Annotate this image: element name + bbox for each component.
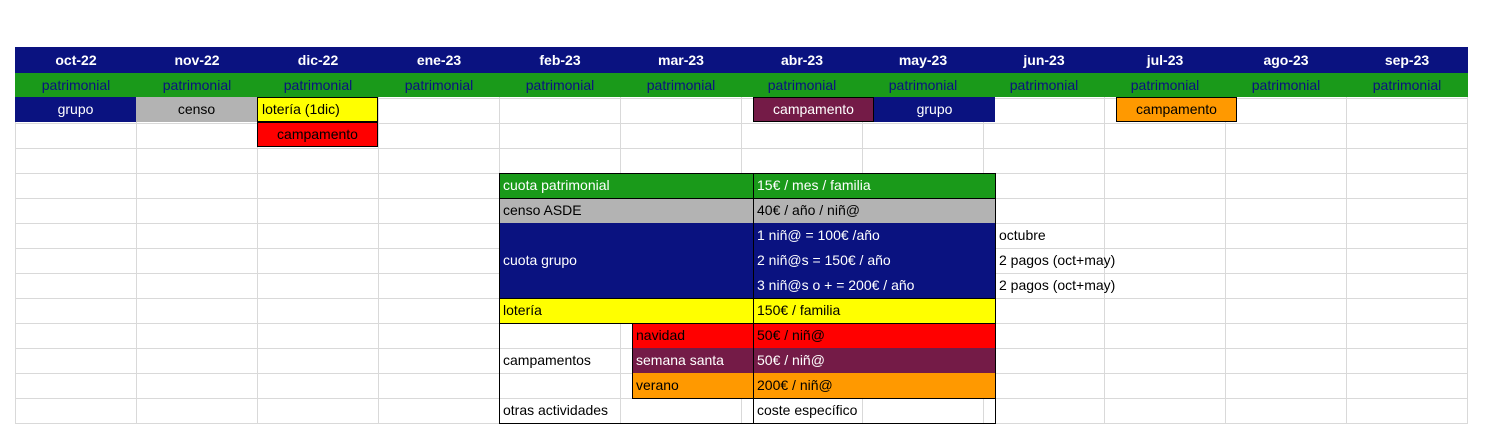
gridline-horizontal: [15, 423, 1467, 424]
month-header-cell[interactable]: nov-22: [136, 47, 258, 73]
gridline-horizontal: [15, 123, 1467, 124]
month-header-cell[interactable]: dic-22: [257, 47, 379, 73]
price-loteria[interactable]: 150€ / familia: [757, 302, 841, 318]
month-header-cell[interactable]: abr-23: [741, 47, 863, 73]
label-loteria[interactable]: lotería: [503, 302, 542, 318]
month-header-cell[interactable]: feb-23: [499, 47, 621, 73]
patrimonial-cell[interactable]: patrimonial: [983, 73, 1105, 97]
patrimonial-cell[interactable]: patrimonial: [741, 73, 863, 97]
cell-loteria-dic[interactable]: lotería (1dic): [257, 97, 378, 122]
price-navidad[interactable]: 50€ / niñ@: [757, 327, 825, 343]
patrimonial-cell[interactable]: patrimonial: [862, 73, 984, 97]
price-grupo-3[interactable]: 3 niñ@s o + = 200€ / año: [757, 277, 915, 293]
patrimonial-cell[interactable]: patrimonial: [1225, 73, 1347, 97]
price-cuota-patrimonial[interactable]: 15€ / mes / familia: [757, 177, 871, 193]
note-grupo-1[interactable]: octubre: [999, 227, 1046, 243]
month-header-cell[interactable]: ago-23: [1225, 47, 1347, 73]
label-semana-santa[interactable]: semana santa: [636, 352, 724, 368]
patrimonial-cell[interactable]: patrimonial: [257, 73, 379, 97]
price-otras-actividades[interactable]: coste específico: [757, 402, 858, 418]
label-campamentos[interactable]: campamentos: [503, 352, 591, 368]
patrimonial-cell[interactable]: patrimonial: [378, 73, 500, 97]
gridline-vertical: [1467, 47, 1468, 424]
patrimonial-cell[interactable]: patrimonial: [1104, 73, 1226, 97]
gridline-vertical: [1346, 47, 1347, 424]
gridline-vertical: [378, 47, 379, 424]
month-header-cell[interactable]: may-23: [862, 47, 984, 73]
cell-grupo-oct[interactable]: grupo: [15, 97, 136, 122]
label-navidad[interactable]: navidad: [636, 327, 686, 343]
price-semana-santa[interactable]: 50€ / niñ@: [757, 352, 825, 368]
patrimonial-cell[interactable]: patrimonial: [136, 73, 258, 97]
patrimonial-cell[interactable]: patrimonial: [15, 73, 137, 97]
month-header-cell[interactable]: jul-23: [1104, 47, 1226, 73]
month-header-cell[interactable]: jun-23: [983, 47, 1105, 73]
label-otras-actividades[interactable]: otras actividades: [503, 402, 609, 418]
price-grupo-1[interactable]: 1 niñ@ = 100€ /año: [757, 227, 880, 243]
cell-campamento-jul[interactable]: campamento: [1116, 97, 1237, 122]
patrimonial-cell[interactable]: patrimonial: [620, 73, 742, 97]
gridline-horizontal: [15, 148, 1467, 149]
cell-campamento-abr[interactable]: campamento: [753, 97, 874, 122]
cell-censo-nov[interactable]: censo: [136, 97, 257, 122]
spreadsheet: [15, 47, 1479, 427]
gridline-horizontal: [15, 398, 1467, 399]
label-verano[interactable]: verano: [636, 377, 679, 393]
note-grupo-2[interactable]: 2 pagos (oct+may): [999, 252, 1116, 268]
cell-campamento-dic[interactable]: campamento: [257, 122, 378, 147]
price-censo[interactable]: 40€ / año / niñ@: [757, 202, 860, 218]
cell-grupo-may[interactable]: grupo: [874, 97, 995, 122]
price-verano[interactable]: 200€ / niñ@: [757, 377, 833, 393]
label-cuota-patrimonial[interactable]: cuota patrimonial: [503, 177, 610, 193]
patrimonial-cell[interactable]: patrimonial: [499, 73, 621, 97]
patrimonial-cell[interactable]: patrimonial: [1346, 73, 1468, 97]
price-grupo-2[interactable]: 2 niñ@s = 150€ / año: [757, 252, 891, 268]
month-header-cell[interactable]: mar-23: [620, 47, 742, 73]
month-header-cell[interactable]: ene-23: [378, 47, 500, 73]
label-censo-asde[interactable]: censo ASDE: [503, 202, 582, 218]
month-header-cell[interactable]: sep-23: [1346, 47, 1468, 73]
label-cuota-grupo[interactable]: cuota grupo: [503, 252, 577, 268]
note-grupo-3[interactable]: 2 pagos (oct+may): [999, 277, 1116, 293]
month-header-cell[interactable]: oct-22: [15, 47, 137, 73]
